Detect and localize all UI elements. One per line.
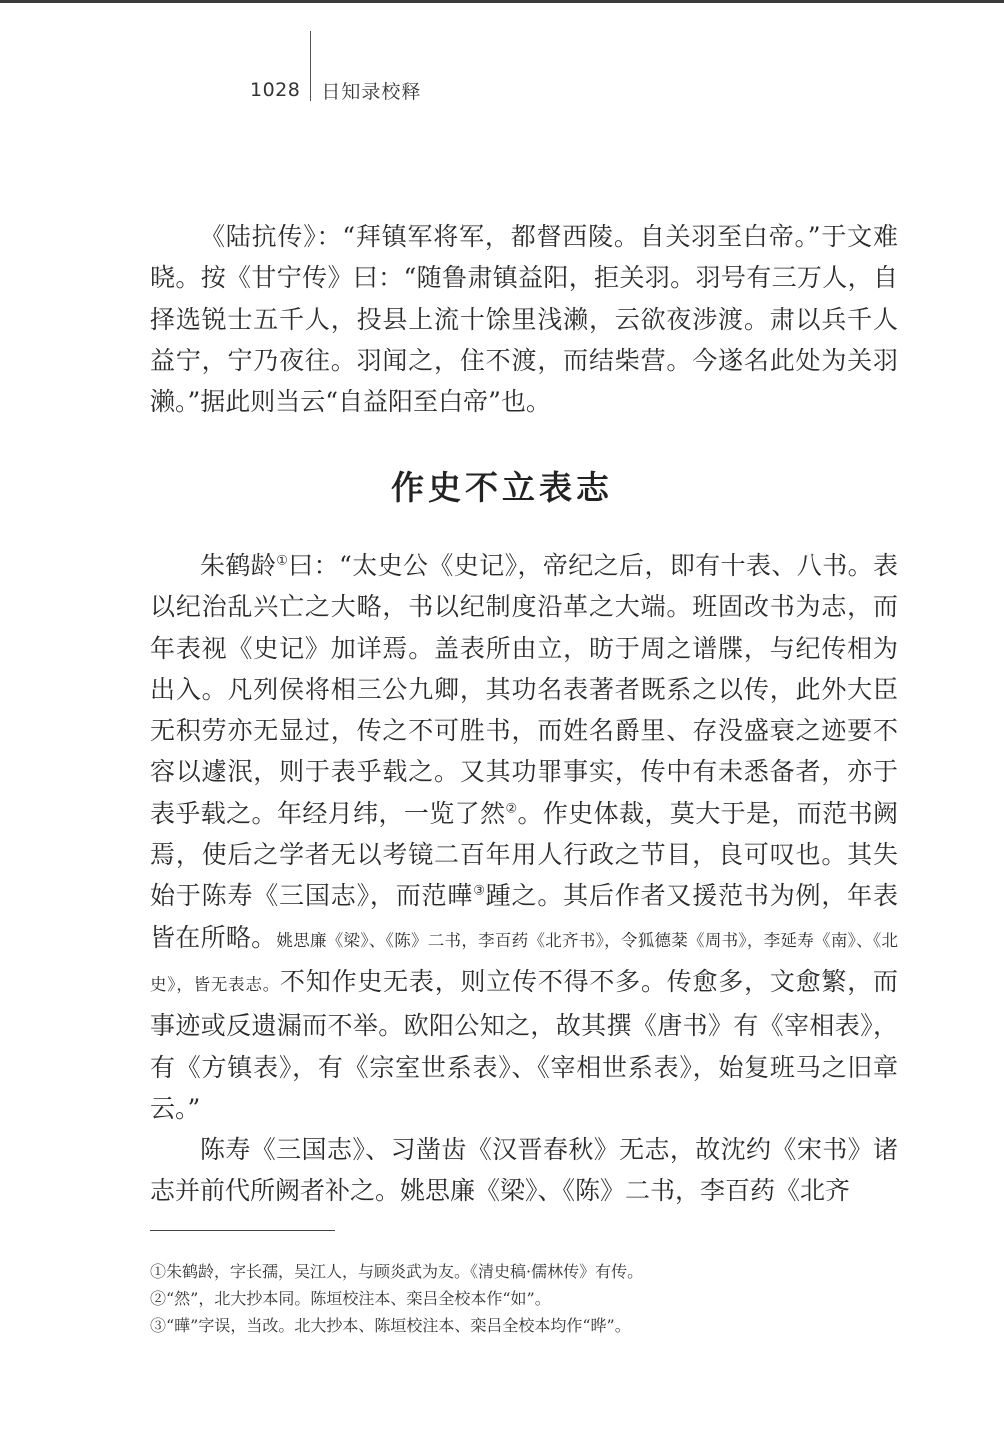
section-lukang-text (150, 216, 898, 422)
header-separator (310, 31, 311, 101)
footnote-ref[interactable]: ② (505, 801, 518, 817)
footnotes (150, 1258, 910, 1339)
text-run: 朱鹤龄 (200, 551, 277, 580)
footnote: ③“曄”字误，当改。北大抄本、陈垣校注本、栾吕全校本均作“晔”。 (150, 1316, 631, 1335)
footnote-ref[interactable]: ③ (473, 884, 486, 900)
paragraph: 陈寿《三国志》、习凿齿《汉晋春秋》无志，故沈约《宋书》诸志并前代所阙者补之。姚思廉《梁》、《陈》二书，李百药《北齐 (150, 1135, 898, 1206)
footnote: ②“然”，北大抄本同。陈垣校注本、栾吕全校本作“如”。 (150, 1289, 551, 1308)
text-run: 不知作史无表，则立传不得不多。传愈多，文愈繁，而事迹或反遗漏而不举。欧阳公知之，故其撰《唐书》有《宰相表》，有《方镇表》，有《宗室世系表》、《宰相世系表》，始复班马之旧章云。” (150, 966, 898, 1123)
footnote: ①朱鹤龄，字长孺，吴江人，与顾炎武为友。《清史稿·儒林传》有传。 (150, 1262, 644, 1281)
book-title: 日知录校释 (321, 80, 422, 103)
inline-note: 姚思廉《梁》、《陈》二书，李百药《北齐书》，令狐德棻《周书》，李延寿《南》、《北史》，皆无表志。 (150, 930, 898, 994)
footnote-rule (150, 1230, 335, 1231)
section-title: 作史不立表志 (391, 468, 613, 507)
footnote-ref[interactable]: ① (276, 553, 289, 569)
top-border-rule (0, 0, 1004, 3)
paragraph (150, 545, 898, 1129)
text-run: 。作史体裁，莫大于是，而范书阙焉，使后之学者无以考镜二百年用人行政之节目，良可叹也。其失始于陈寿《三国志》，而范曄 (150, 798, 898, 911)
text-run: 踵之。其后作者又援范书为例，年表皆在所略。 (150, 881, 898, 952)
page-number: 1028 (250, 79, 301, 101)
running-header (250, 76, 421, 104)
paragraph: 《陆抗传》：“拜镇军将军，都督西陵。自关羽至白帝。”于文难晓。按《甘宁传》曰：“随鲁肃镇益阳，拒关羽。羽号有三万人，自择选锐士五千人，投县上流十馀里浅濑，云欲夜涉渡。肃以兵千人益宁，宁乃夜往。羽闻之，住不渡，而结柴营。今遂名此处为关羽濑。”据此则当云“自益阳至白帝”也。 (150, 222, 898, 417)
section-biaozhi-text (150, 545, 898, 1212)
text-run: 曰：“太史公《史记》，帝纪之后，即有十表、八书。表以纪治乱兴亡之大略，书以纪制度沿革之大端。班固改书为志，而年表视《史记》加详焉。盖表所由立，昉于周之谱牒，与纪传相为出入。凡列侯将相三公九卿，其功名表著者既系之以传，此外大臣无积劳亦无显过，传之不可胜书，而姓名爵里、存没盛衰之迹要不容以遽泯，则于表乎载之。又其功罪事实，传中有未悉备者，亦于表乎载之。年经月纬，一览了然 (150, 551, 898, 828)
